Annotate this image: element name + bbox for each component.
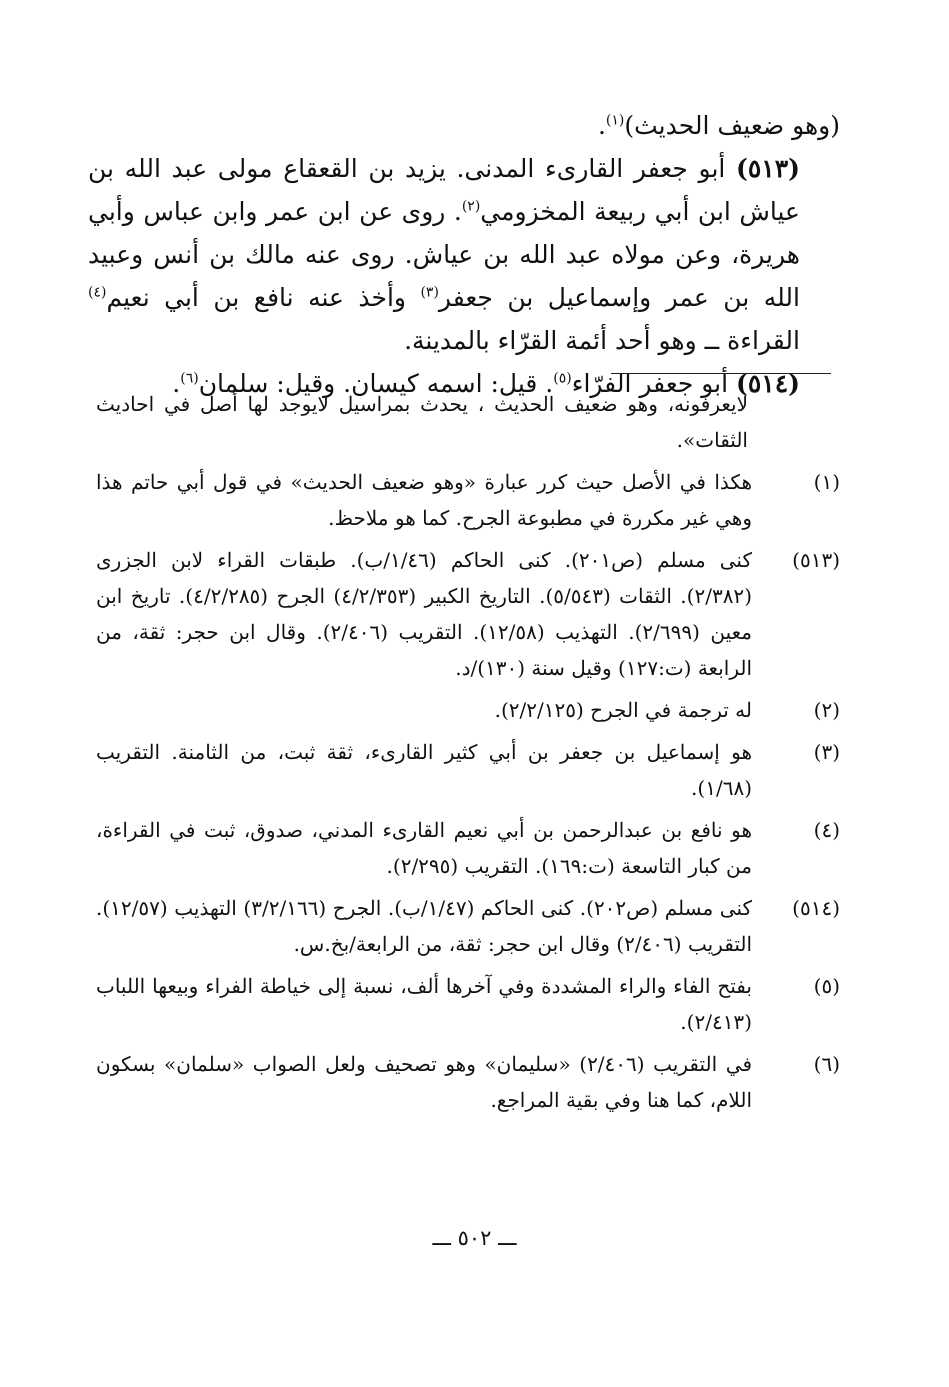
footnote-mark: (٣) [813,740,840,764]
footnote-text: كنى مسلم (ص٢٠٢). كنى الحاكم (١/٤٧/ب). الجرح (٣/٢/١٦٦) التهذيب (١٢/٥٧). التقريب (٢/٤٠٦) وقال ابن حجر: ثقة، من الرابعة/بخ.س. [96,896,752,956]
page-number: ـــ ٥٠٢ ـــ [432,1226,517,1250]
footnote-ref-6: (٦) [180,370,199,387]
entry-513-text-b: . روى عن ابن عمر وابن عباس وأبي هريرة، وعن مولاه عبد الله بن عياش. روى عنه مالك بن أنس وعبيد الله بن عمر وإسماعيل بن جعفر [88,197,800,312]
footnote-ref-3: (٣) [420,284,439,301]
entry-513-text-d: القراءة ــ وهو أحد أئمة القرّاء بالمدينة. [404,326,800,355]
entry-number-513: (٥١٣) [736,154,800,183]
continuation-text: (وهو ضعيف الحديث) [624,111,840,140]
footnote-text: له ترجمة في الجرح (٢/٢/١٢٥). [494,698,752,722]
footnote-mark: (٥١٣) [792,548,840,572]
footnote-text: كنى مسلم (ص٢٠١). كنى الحاكم (١/٤٦/ب). طبقات القراء لابن الجزرى (٢/٣٨٢). الثقات (٥/٥٤٣). التاريخ الكبير (٤/٢/٣٥٣) الجرح (٤/٢/٢٨٥). تاريخ ابن معين (٢/٦٩٩). التهذيب (١٢/٥٨). التقريب (٢/٤٠٦). وقال ابن حجر: ثقة، من الرابعة (ت:١٢٧) وقيل سنة (١٣٠)/د. [96,548,752,680]
main-paragraph-continuation [88,104,840,147]
footnote-continuation-text: لايعرفونه، وهو ضعيف الحديث ، يحدث بمراسيل لايوجد لها أصل في احاديث الثقات». [96,392,748,452]
entry-514-text-a: أبو جعفر الفرّاء [571,369,737,398]
footnote-mark: (١) [813,470,840,494]
footnote-ref-5: (٥) [553,370,572,387]
footnote-mark: (٢) [813,698,840,722]
footnotes [96,386,844,1124]
entry-513-text-a: أبو جعفر القارىء المدنى. يزيد بن القعقاع مولى عبد الله بن عياش ابن أبي ربيعة المخزومي [88,154,800,226]
footnote-513 [96,542,844,686]
entry-514-text-c: . [172,369,181,398]
continuation-end: . [597,111,606,140]
main-text [88,104,840,405]
footnote-mark: (٥) [813,974,840,998]
footnote-2 [96,692,844,728]
footnote-ref-4: (٤) [88,284,107,301]
footnote-mark: (٥١٤) [792,896,840,920]
footnote-continuation [96,386,844,458]
footnote-1 [96,464,844,536]
footnote-ref-2: (٢) [461,198,481,215]
footnote-mark: (٦) [813,1052,840,1076]
footnote-5 [96,968,844,1040]
footnote-text: هو إسماعيل بن جعفر بن أبي كثير القارىء، ثقة ثبت، من الثامنة. التقريب (١/٦٨). [96,740,752,800]
entry-513-text-c: وأخذ عنه نافع بن أبي نعيم [106,283,421,312]
entry-514-text-b: . قيل: اسمه كيسان. وقيل: سلمان [198,369,554,398]
footnote-mark: (٤) [813,818,840,842]
entry-513 [88,147,840,362]
footnote-ref-1: (١) [605,112,625,129]
footnote-separator [611,373,831,374]
footnote-text: في التقريب (٢/٤٠٦) «سليمان» وهو تصحيف ولعل الصواب «سلمان» بسكون اللام، كما هنا وفي بقية المراجع. [96,1052,752,1112]
footnote-3 [96,734,844,806]
footnote-514 [96,890,844,962]
footnote-4 [96,812,844,884]
entry-number-514: (٥١٤) [736,369,800,398]
footnote-text: هو نافع بن عبدالرحمن بن أبي نعيم القارىء المدني، صدوق، ثبت في القراءة، من كبار التاسعة (ت:١٦٩). التقريب (٢/٢٩٥). [96,818,752,878]
footnote-text: هكذا في الأصل حيث كرر عبارة «وهو ضعيف الحديث» في قول أبي حاتم هذا وهي غير مكررة في مطبوعة الجرح. كما هو ملاحظ. [96,470,752,530]
footnote-6 [96,1046,844,1118]
footnote-text: بفتح الفاء والراء المشددة وفي آخرها ألف، نسبة إلى خياطة الفراء وبيعها اللباب (٢/٤١٣). [96,974,752,1034]
